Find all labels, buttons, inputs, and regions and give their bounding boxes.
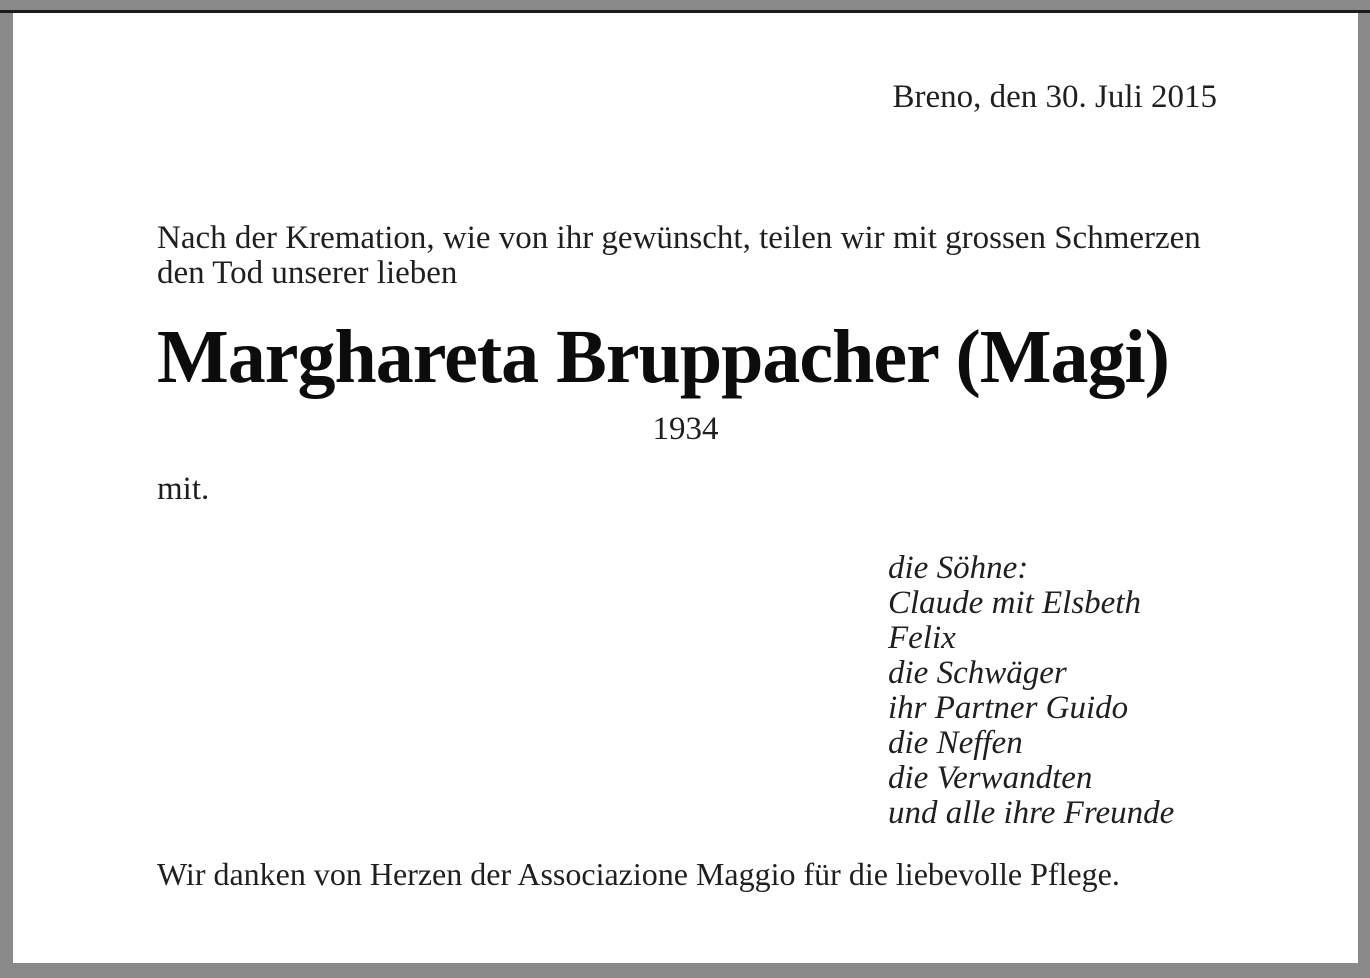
mourner-line: Claude mit Elsbeth	[888, 585, 1141, 621]
date-line: Breno, den 30. Juli 2015	[892, 79, 1217, 115]
mourner-line: ihr Partner Guido	[888, 690, 1129, 726]
intro-paragraph: Nach der Kremation, wie von ihr gewünscht, teilen wir mit grossen Schmerzen den Tod unserer lieben	[157, 220, 1201, 291]
mourner-line: die Schwäger	[888, 655, 1067, 691]
obituary-paper	[13, 13, 1358, 963]
mit-line: mit.	[157, 471, 210, 507]
mourner-line: die Söhne:	[888, 550, 1029, 586]
deceased-name-heading: Marghareta Bruppacher (Magi)	[157, 315, 1169, 399]
birth-year: 1934	[652, 411, 719, 447]
mourners-list	[888, 551, 1174, 831]
mourner-line: die Verwandten	[888, 760, 1093, 796]
mourner-line: die Neffen	[888, 725, 1023, 761]
thanks-line: Wir danken von Herzen der Associazione Maggio für die liebevolle Pflege.	[157, 856, 1120, 892]
mourner-line: Felix	[888, 620, 956, 656]
mourner-line: und alle ihre Freunde	[888, 795, 1175, 831]
